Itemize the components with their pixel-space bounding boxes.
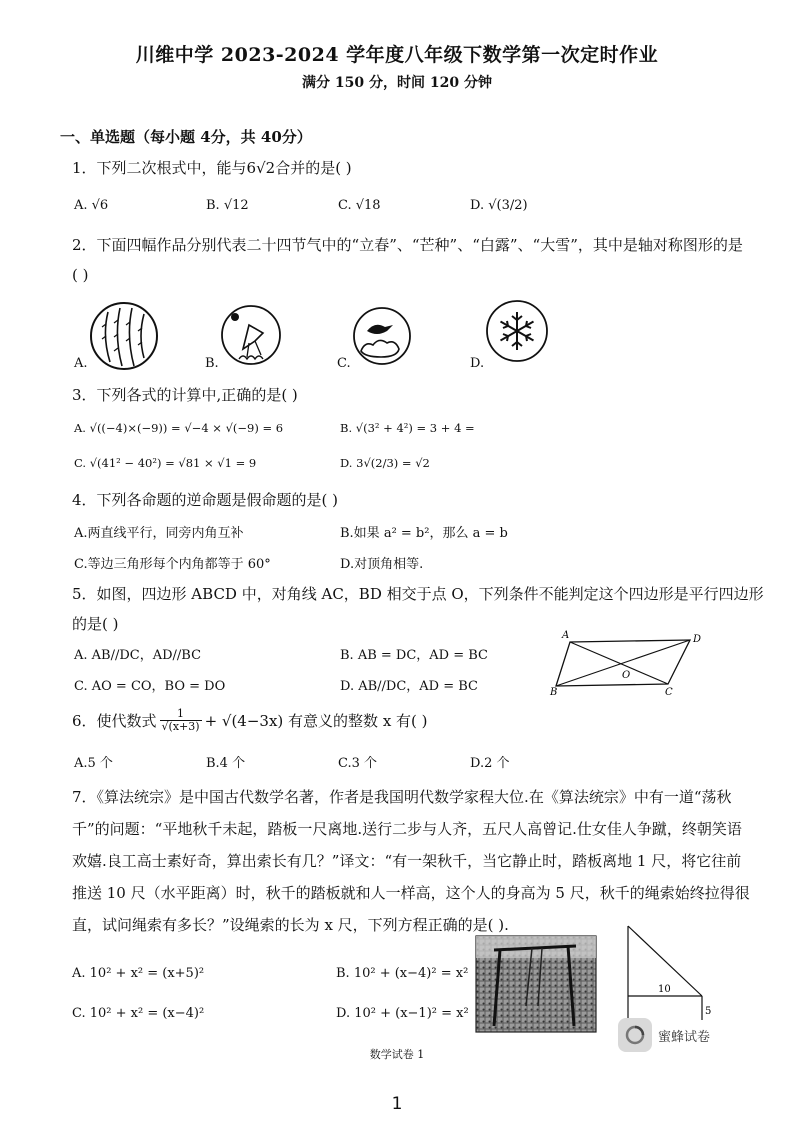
q5-option-d: D. AB//DC，AD = BC <box>340 679 479 694</box>
question-7-line-4: 推送 10 尺（水平距离）时，秋千的踏板就和人一样高，这个人的身高为 5 尺，秋千的绳索始终拉得很 <box>72 884 750 902</box>
question-4-stem: 4．下列各命题的逆命题是假命题的是( ) <box>72 491 339 509</box>
q2-option-a: A. <box>74 356 88 371</box>
question-2-stem-cont: ( ) <box>72 266 89 284</box>
figure-label-b: B <box>550 687 558 698</box>
q6-fraction <box>160 708 202 733</box>
q6-frac-num: 1 <box>160 708 202 721</box>
q7-option-d: D. 10² + (x−1)² = x² <box>336 1006 469 1021</box>
swing-photo <box>476 936 596 1032</box>
page-number: 1 <box>391 1094 403 1114</box>
question-7-line-1: 7．《算法统宗》是中国古代数学名著，作者是我国明代数学家程大位.在《算法统宗》中有一道“荡秋 <box>72 788 732 806</box>
figure-label-d: D <box>693 634 702 645</box>
question-7-line-2: 千”的问题：“平地秋千未起，踏板一尺离地.送行二步与人齐，五尺人高曾记.仕女佳人争蹴，终朝笑语 <box>72 820 742 838</box>
q4-option-c: C.等边三角形每个内角都等于 60° <box>74 557 271 572</box>
page-title: 川维中学 2023-2024 学年度八年级下数学第一次定时作业 <box>135 44 659 66</box>
question-5-stem: 5．如图，四边形 ABCD 中，对角线 AC，BD 相交于点 O，下列条件不能判定这个四边形是平行四边形 <box>72 585 764 603</box>
section-heading: 一、单选题（每小题 4分，共 40分） <box>60 128 312 146</box>
q1-option-b: B. √12 <box>206 198 249 213</box>
question-5-stem-cont: 的是( ) <box>72 615 119 633</box>
q4-option-b: B.如果 a² = b²，那么 a = b <box>340 526 508 541</box>
q3-option-a: A. √((−4)×(−9)) = √−4 × √(−9) = 6 <box>74 421 284 435</box>
question-1-stem: 1．下列二次根式中，能与6√2合并的是( ) <box>72 159 352 177</box>
q6-stem-a: 6．使代数式 <box>72 712 157 730</box>
question-7-line-3: 欢嬉.良工高士素好奇，算出索长有几？”译文：“有一架秋千，当它静止时，踏板离地 1 尺，将它往前 <box>72 852 742 870</box>
q7-option-a: A. 10² + x² = (x+5)² <box>72 966 205 981</box>
snowflake-emblem-icon <box>484 298 550 364</box>
question-6-stem <box>72 708 428 733</box>
q4-option-d: D.对顶角相等. <box>340 557 424 572</box>
q5-option-c: C. AO = CO，BO = DO <box>74 679 226 694</box>
triangle-label-5: 5 <box>705 1006 712 1017</box>
q3-option-b: B. √(3² + 4²) = 3 + 4 = <box>340 421 475 435</box>
q6-option-a: A.5 个 <box>74 756 113 771</box>
q6-stem-b: + √(4−3x) 有意义的整数 x 有( ) <box>204 712 428 730</box>
figure-label-c: C <box>665 687 673 698</box>
q7-option-b: B. 10² + (x−4)² = x² <box>336 966 469 981</box>
grain-in-ear-emblem-icon <box>219 303 283 367</box>
footer-text: 数学试卷 1 <box>369 1048 425 1061</box>
question-3-stem: 3．下列各式的计算中,正确的是( ) <box>72 386 298 404</box>
q6-frac-den: √(x+3) <box>161 720 200 733</box>
question-2-stem: 2．下面四幅作品分别代表二十四节气中的“立春”、“芒种”、“白露”、“大雪”，其中是轴对称图形的是 <box>72 236 743 254</box>
q6-option-d: D.2 个 <box>470 756 510 771</box>
q1-option-d: D. √(3/2) <box>470 198 528 213</box>
figure-label-o: O <box>622 670 631 681</box>
q5-option-b: B. AB = DC，AD = BC <box>340 648 488 663</box>
q6-option-c: C.3 个 <box>338 756 378 771</box>
spring-rain-emblem-icon <box>88 300 160 372</box>
q3-option-d: D. 3√(2/3) = √2 <box>340 456 430 470</box>
watermark-text: 蜜蜂试卷 <box>658 1029 711 1045</box>
q4-option-a: A.两直线平行，同旁内角互补 <box>74 526 244 541</box>
q1-option-c: C. √18 <box>338 198 381 213</box>
q5-option-a: A. AB//DC，AD//BC <box>74 648 202 663</box>
page-subtitle: 满分 150 分，时间 120 分钟 <box>302 75 492 91</box>
figure-label-a: A <box>562 630 570 641</box>
white-dew-emblem-icon <box>351 305 413 367</box>
q1-option-a: A. √6 <box>74 198 109 213</box>
swing-triangle-figure <box>610 924 720 1020</box>
q2-option-b: B. <box>205 356 219 371</box>
q6-option-b: B.4 个 <box>206 756 246 771</box>
question-7-line-5: 直，试问绳索有多长？”设绳索的长为 x 尺，下列方程正确的是( ). <box>72 916 509 934</box>
q3-option-c: C. √(41² − 40²) = √81 × √1 = 9 <box>74 456 257 470</box>
q7-option-c: C. 10² + x² = (x−4)² <box>72 1006 205 1021</box>
q2-option-d: D. <box>470 356 485 371</box>
triangle-label-10: 10 <box>658 984 671 995</box>
q2-option-c: C. <box>337 356 351 371</box>
parallelogram-figure <box>550 628 710 700</box>
